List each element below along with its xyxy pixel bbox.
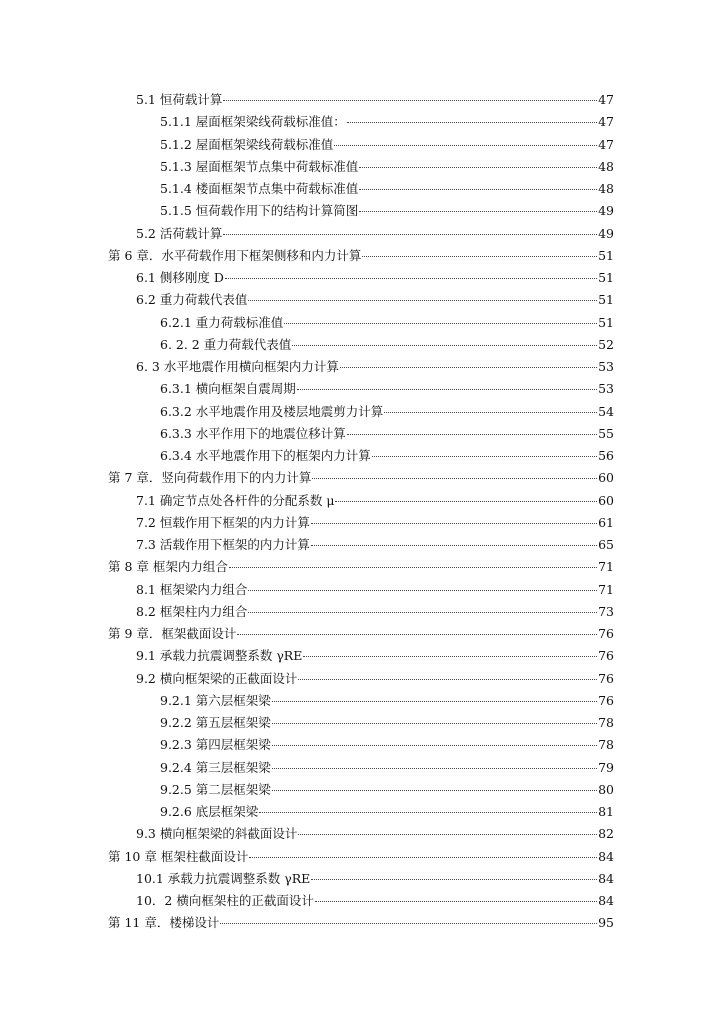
dot-leader [220,923,597,924]
dot-leader [249,857,597,858]
toc-entry-page-number: 84 [598,870,614,886]
dot-leader [303,656,597,657]
toc-entry-title: 6.3.2 水平地震作用及楼层地震剪力计算 [160,403,384,419]
dot-leader [359,211,597,212]
toc-entry-page-number: 52 [598,336,614,352]
toc-entry-page-number: 51 [598,314,614,330]
dot-leader [340,367,597,368]
toc-entry-title: 6.2 重力荷载代表值 [136,292,248,308]
toc-entry[interactable] [108,268,614,290]
dot-leader [292,345,597,346]
dot-leader [223,100,597,101]
toc-entry-page-number: 54 [598,403,614,419]
toc-entry-page-number: 60 [598,492,614,508]
toc-entry[interactable] [108,580,614,602]
dot-leader [248,612,597,613]
toc-entry[interactable] [108,513,614,535]
toc-entry-page-number: 55 [598,425,614,441]
toc-entry-page-number: 71 [598,581,614,597]
toc-entry-page-number: 84 [598,893,614,908]
toc-entry-page-number: 56 [598,448,614,463]
toc-entry-title: 8.1 框架梁内力组合 [136,581,248,597]
toc-entry-title: 9.2.4 第三层框架梁 [160,759,271,775]
dot-leader [347,122,597,123]
toc-entry[interactable] [108,468,614,490]
toc-entry-page-number: 71 [598,559,614,575]
dot-leader [384,412,597,413]
toc-entry-title: 5.1.4 楼面框架节点集中荷载标准值 [160,181,359,196]
toc-entry[interactable] [108,246,614,268]
toc-entry-title: 9.2 横向框架梁的正截面设计 [136,670,298,686]
dot-leader [298,679,597,680]
dot-leader [248,590,597,591]
toc-entry[interactable] [108,379,614,401]
toc-entry[interactable] [108,869,614,891]
dot-leader [272,790,597,791]
dot-leader [359,167,597,168]
toc-entry-title: 8.2 框架柱内力组合 [136,603,248,619]
toc-entry-title: 6.2.1 重力荷载标准值 [160,314,284,330]
toc-entry-title: 6.3.4 水平地震作用下的框架内力计算 [160,448,371,463]
toc-entry-title: 9.2.3 第四层框架梁 [160,737,271,753]
toc-entry-page-number: 78 [598,715,614,730]
toc-entry-page-number: 49 [598,203,614,219]
dot-leader [272,745,597,746]
toc-entry-title: 10.1 承载力抗震调整系数 γRE [136,870,311,886]
toc-entry-title: 第 9 章．框架截面设计 [108,626,237,641]
toc-entry-title: 第 10 章 框架柱截面设计 [108,848,249,864]
toc-entry-title: 5.1.5 恒荷载作用下的结构计算简图 [160,203,359,219]
toc-entry-title: 5.1 恒荷载计算 [136,92,223,107]
toc-entry[interactable] [108,691,614,713]
toc-entry-page-number: 65 [598,537,614,552]
dot-leader [347,434,597,435]
toc-entry-title: 9.2.5 第二层框架梁 [160,781,271,797]
toc-entry[interactable] [108,446,614,468]
toc-entry-page-number: 60 [598,470,614,486]
toc-entry[interactable] [108,847,614,869]
toc-entry-title: 7.3 活载作用下框架的内力计算 [136,537,310,552]
dot-leader [223,234,597,235]
toc-entry-title: 6.3.3 水平作用下的地震位移计算 [160,425,346,441]
dot-leader [315,901,597,902]
toc-entry-page-number: 53 [598,359,614,374]
toc-entry[interactable] [108,758,614,780]
toc-entry[interactable] [108,201,614,223]
toc-entry-title: 5.1.3 屋面框架节点集中荷载标准值 [160,158,359,174]
toc-entry-title: 5.1.2 屋面框架梁线荷载标准值 [160,136,334,152]
toc-entry[interactable] [108,602,614,624]
toc-entry-page-number: 47 [598,136,614,152]
toc-entry-page-number: 73 [598,603,614,619]
toc-entry-page-number: 51 [598,270,614,285]
dot-leader [272,723,597,724]
toc-entry[interactable] [108,491,614,513]
toc-entry[interactable] [108,90,614,112]
toc-entry-title: 第 8 章 框架内力组合 [108,559,228,575]
toc-entry-page-number: 79 [598,759,614,775]
dot-leader [229,567,597,568]
dot-leader [272,768,597,769]
toc-entry-title: 7.1 确定节点处各杆件的分配系数 μ [136,492,335,508]
toc-entry-title: 第 6 章．水平荷载作用下框架侧移和内力计算 [108,247,362,263]
dot-leader [362,256,597,257]
toc-entry[interactable] [108,557,614,579]
toc-entry-page-number: 76 [598,692,614,708]
toc-entry[interactable] [108,646,614,668]
toc-entry-title: 9.1 承载力抗震调整系数 γRE [136,648,303,664]
toc-entry-title: 9.2.2 第五层框架梁 [160,715,271,730]
dot-leader [312,478,597,479]
dot-leader [359,189,597,190]
toc-entry[interactable] [108,824,614,846]
dot-leader [225,278,597,279]
dot-leader [272,701,597,702]
dot-leader [298,834,597,835]
toc-entry-page-number: 95 [598,915,614,931]
dot-leader [237,634,597,635]
toc-entry-title: 6. 2. 2 重力荷载代表值 [160,336,292,352]
toc-entry[interactable] [108,135,614,157]
toc-entry-title: 5.2 活荷载计算 [136,225,223,241]
toc-entry[interactable] [108,290,614,312]
table-of-contents [108,90,614,936]
toc-entry[interactable] [108,913,614,935]
toc-entry[interactable] [108,713,614,735]
toc-entry-page-number: 76 [598,648,614,664]
dot-leader [334,145,597,146]
dot-leader [311,879,597,880]
toc-entry[interactable] [108,735,614,757]
toc-entry[interactable] [108,335,614,357]
toc-entry-page-number: 78 [598,737,614,753]
toc-entry-page-number: 48 [598,181,614,196]
toc-entry[interactable] [108,891,614,913]
toc-entry-page-number: 51 [598,292,614,308]
toc-entry[interactable] [108,357,614,379]
toc-entry[interactable] [108,402,614,424]
toc-entry-title: 6. 3 水平地震作用横向框架内力计算 [136,359,339,374]
dot-leader [311,545,597,546]
toc-entry[interactable] [108,157,614,179]
toc-entry-title: 5.1.1 屋面框架梁线荷载标准值： [160,114,346,130]
toc-entry-page-number: 76 [598,670,614,686]
toc-entry-page-number: 76 [598,626,614,641]
toc-entry[interactable] [108,780,614,802]
toc-entry-page-number: 51 [598,247,614,263]
dot-leader [297,389,597,390]
toc-entry[interactable] [108,624,614,646]
toc-entry-title: 7.2 恒载作用下框架的内力计算 [136,514,310,530]
dot-leader [372,456,597,457]
toc-entry-page-number: 81 [598,804,614,819]
toc-entry-title: 10．2 横向框架柱的正截面设计 [136,893,314,908]
toc-entry-title: 9.3 横向框架梁的斜截面设计 [136,826,298,842]
toc-entry-page-number: 61 [598,514,614,530]
dot-leader [335,501,597,502]
toc-entry-page-number: 47 [598,114,614,130]
dot-leader [259,812,597,813]
toc-entry-page-number: 84 [598,848,614,864]
toc-entry[interactable] [108,802,614,824]
toc-entry-page-number: 47 [598,92,614,107]
toc-entry[interactable] [108,224,614,246]
toc-entry-page-number: 49 [598,225,614,241]
toc-entry-title: 第 7 章．竖向荷载作用下的内力计算 [108,470,312,486]
toc-entry-page-number: 80 [598,781,614,797]
toc-entry-title: 6.3.1 横向框架自震周期 [160,381,296,397]
dot-leader [311,523,597,524]
toc-entry[interactable] [108,424,614,446]
toc-entry[interactable] [108,112,614,134]
toc-entry-title: 9.2.6 底层框架梁 [160,804,259,819]
dot-leader [248,300,597,301]
toc-entry[interactable] [108,535,614,557]
toc-entry-title: 6.1 侧移刚度 D [136,270,224,285]
toc-entry[interactable] [108,669,614,691]
toc-entry-page-number: 48 [598,158,614,174]
dot-leader [284,323,597,324]
toc-entry-page-number: 82 [598,826,614,842]
toc-entry-title: 第 11 章．楼梯设计 [108,915,220,931]
toc-entry[interactable] [108,313,614,335]
toc-entry-page-number: 53 [598,381,614,397]
toc-entry-title: 9.2.1 第六层框架梁 [160,692,271,708]
toc-entry[interactable] [108,179,614,201]
